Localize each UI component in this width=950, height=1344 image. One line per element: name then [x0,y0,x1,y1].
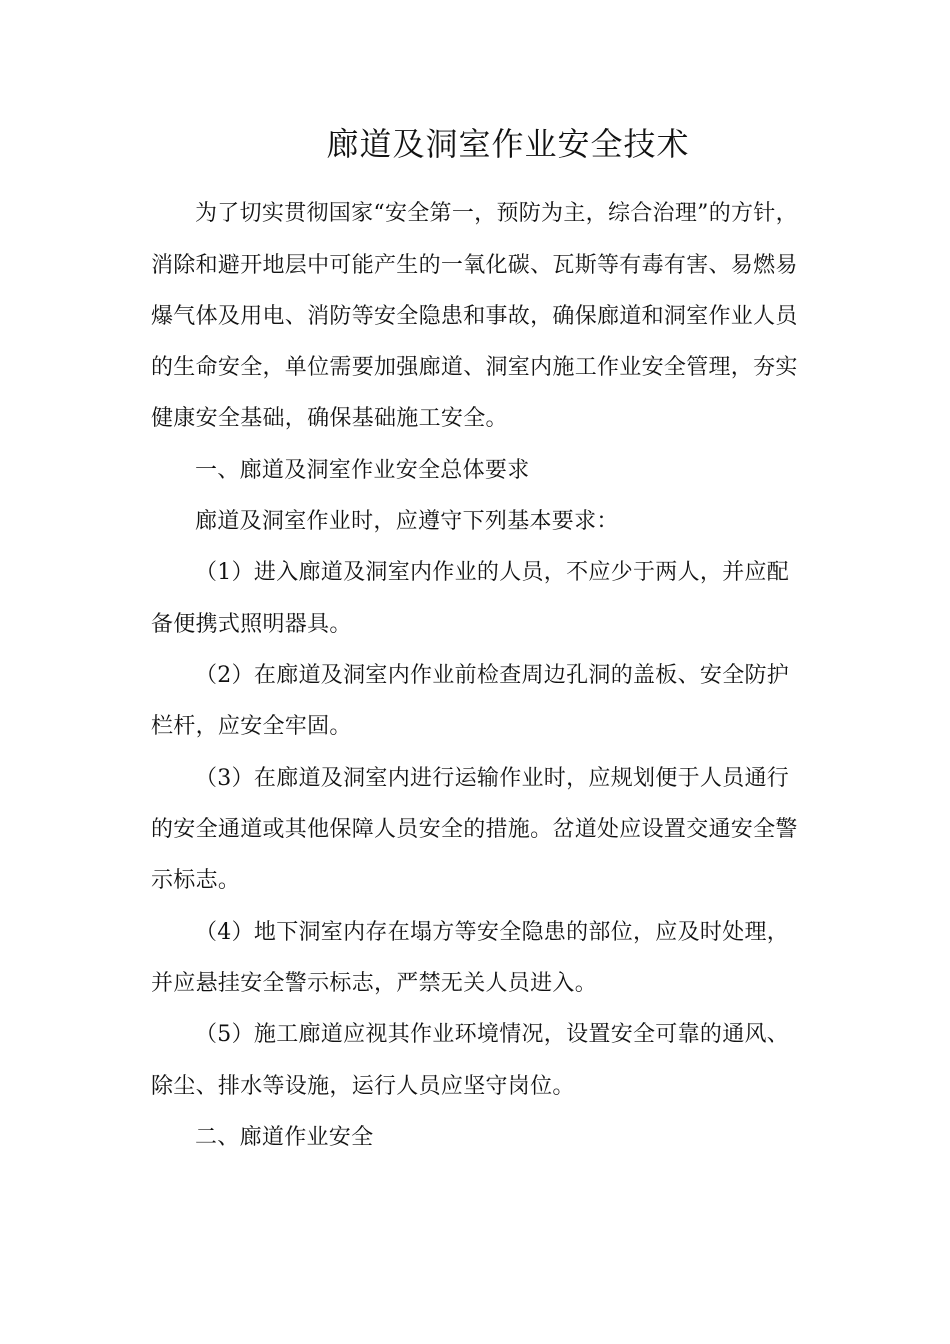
requirement-1-line-2: 备便携式照明器具。 [151,612,352,637]
requirement-2-line-1: （2）在廊道及洞室内作业前检查周边孔洞的盖板、安全防护 [195,663,790,688]
requirement-3-line-3: 示标志。 [151,868,241,893]
requirement-1-line-1: （1）进入廊道及洞室内作业的人员，不应少于两人，并应配 [195,560,790,585]
section-heading-1: 一、廊道及洞室作业安全总体要求 [195,458,530,483]
paragraph-intro-line-3: 爆气体及用电、消防等安全隐患和事故，确保廊道和洞室作业人员 [151,304,798,329]
requirement-2-line-2: 栏杆，应安全牢固。 [151,714,352,739]
requirement-3-line-1: （3）在廊道及洞室内进行运输作业时，应规划便于人员通行 [195,766,790,791]
requirement-5-line-2: 除尘、排水等设施，运行人员应坚守岗位。 [151,1074,575,1099]
section-1-lead: 廊道及洞室作业时，应遵守下列基本要求： [195,509,619,534]
section-heading-2: 二、廊道作业安全 [195,1125,374,1150]
paragraph-intro-line-5: 健康安全基础，确保基础施工安全。 [151,406,508,431]
requirement-3-line-2: 的安全通道或其他保障人员安全的措施。岔道处应设置交通安全警 [151,817,798,842]
requirement-5-line-1: （5）施工廊道应视其作业环境情况，设置安全可靠的通风、 [195,1022,790,1047]
requirement-4-line-2: 并应悬挂安全警示标志，严禁无关人员进入。 [151,971,598,996]
paragraph-intro-line-1: 为了切实贯彻国家“安全第一，预防为主，综合治理”的方针， [195,201,798,226]
paragraph-intro-line-2: 消除和避开地层中可能产生的一氧化碳、瓦斯等有毒有害、易燃易 [151,253,798,278]
document-title: 廊道及洞室作业安全技术 [326,125,690,163]
paragraph-intro-line-4: 的生命安全，单位需要加强廊道、洞室内施工作业安全管理，夯实 [151,355,798,380]
requirement-4-line-1: （4）地下洞室内存在塌方等安全隐患的部位，应及时处理， [195,920,790,945]
